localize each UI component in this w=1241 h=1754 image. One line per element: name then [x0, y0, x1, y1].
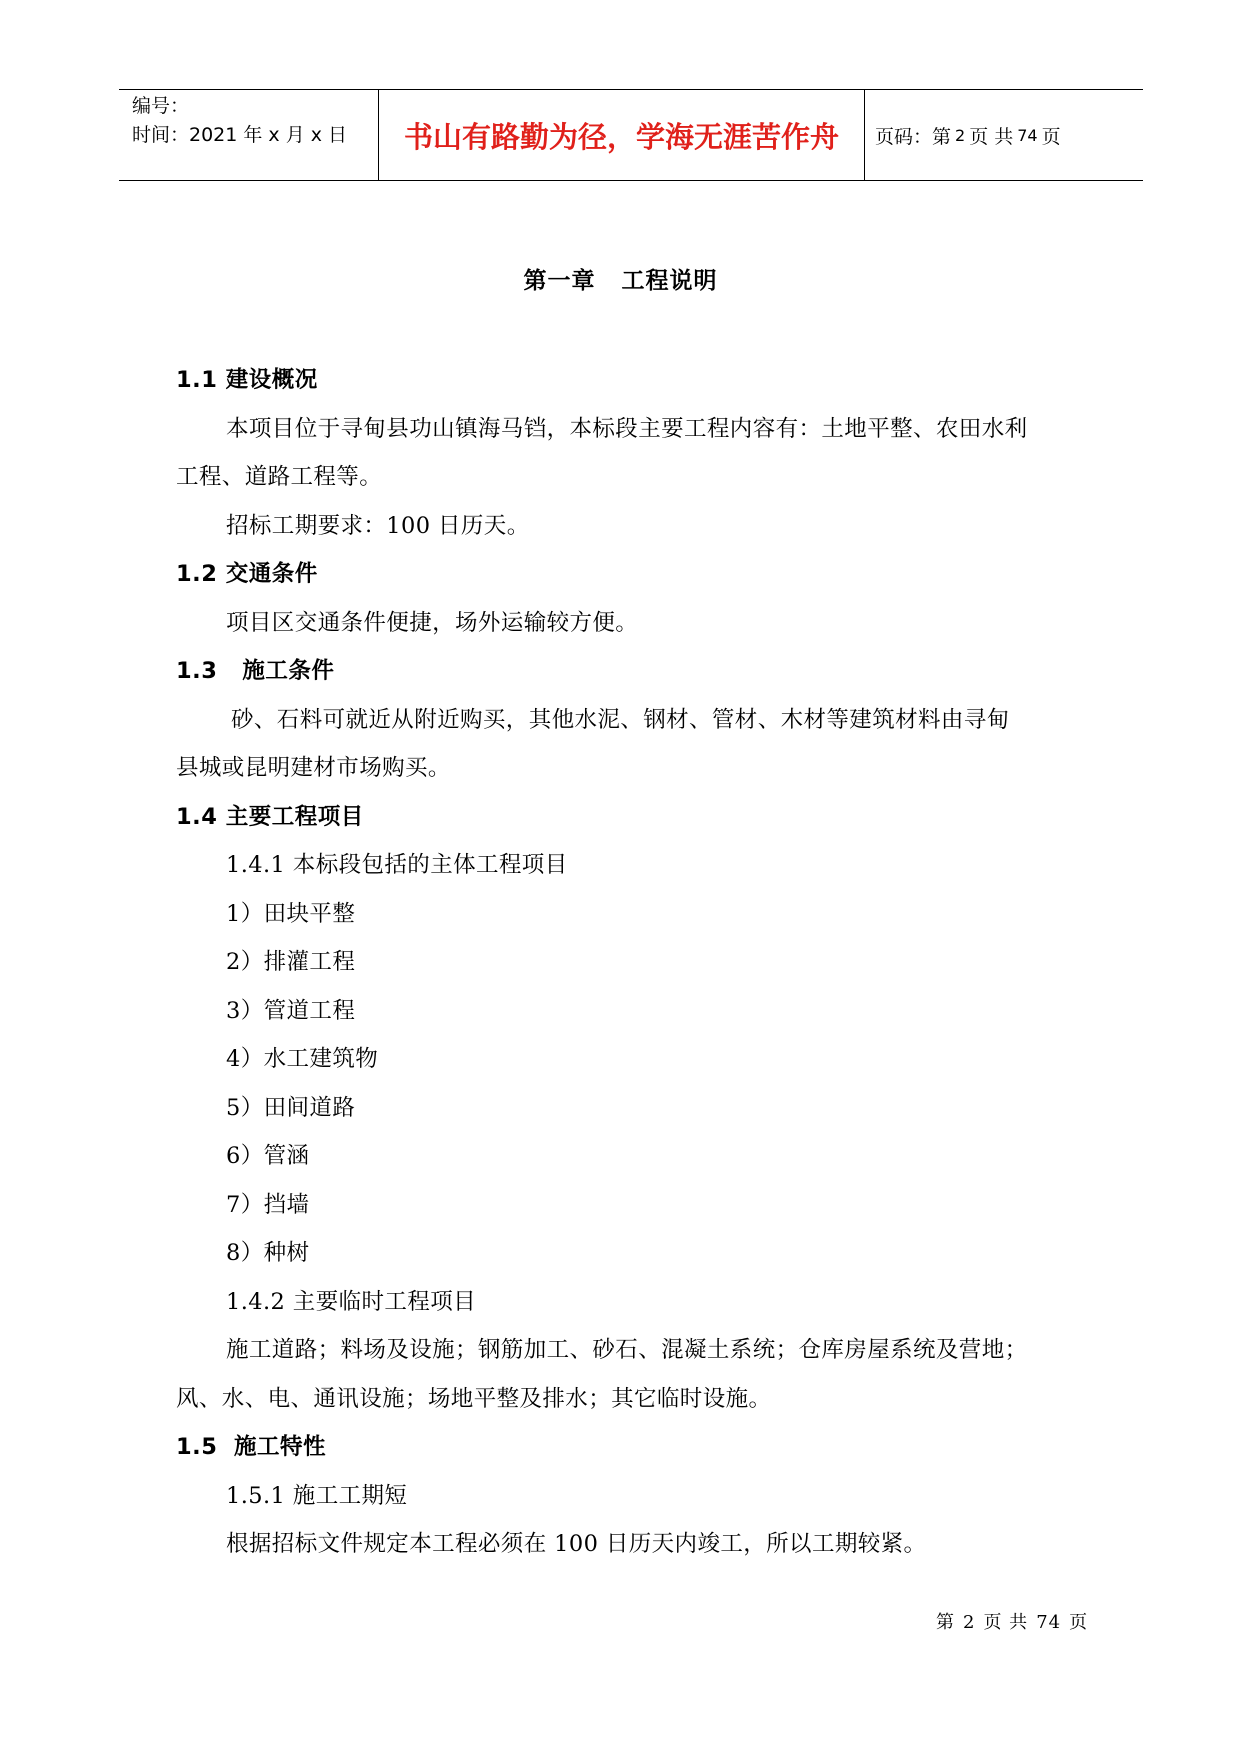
time-label: 时间：2021 年 x 月 x 日 — [132, 124, 348, 146]
page-header — [119, 89, 1143, 181]
list-item: 4）水工建筑物 — [226, 1046, 379, 1072]
page-total: 74 — [1017, 125, 1038, 145]
page-mid: 页 共 — [969, 125, 1014, 148]
header-page-number — [865, 90, 1143, 180]
footer-suffix: 页 — [1069, 1612, 1089, 1633]
page-suffix: 页 — [1041, 125, 1061, 148]
list-item: 1）田块平整 — [226, 900, 356, 927]
footer-mid: 页 共 — [983, 1612, 1029, 1633]
list-item: 8）种树 — [226, 1240, 310, 1266]
list-item: 2）排灌工程 — [226, 949, 356, 975]
subsection-heading: 1.4.1 本标段包括的主体工程项目 — [226, 852, 568, 878]
paragraph-line: 风、水、电、通讯设施；场地平整及排水；其它临时设施。 — [176, 1385, 772, 1412]
header-motto: 书山有路勤为径，学海无涯苦作舟 — [379, 90, 865, 180]
number-label: 编号： — [132, 95, 190, 117]
list-item: 3）管道工程 — [226, 997, 356, 1024]
subsection-heading: 1.4.2 主要临时工程项目 — [226, 1288, 477, 1315]
subsection-heading: 1.5.1 施工工期短 — [226, 1482, 408, 1509]
page-current: 2 — [955, 125, 966, 145]
chapter-title — [0, 262, 1241, 295]
header-meta — [119, 90, 379, 180]
paragraph-line: 砂、石料可就近从附近购买，其他水泥、钢材、管材、木材等建筑材料由寻甸 — [231, 706, 1010, 733]
section-heading: 1.4 主要工程项目 — [176, 803, 364, 830]
chapter-name: 工程说明 — [621, 268, 718, 294]
page-prefix: 页码：第 — [875, 125, 952, 148]
list-item: 7）挡墙 — [226, 1191, 310, 1218]
document-body — [176, 356, 1096, 1569]
section-heading: 1.1 建设概况 — [176, 367, 318, 393]
chapter-number: 第一章 — [523, 268, 596, 294]
paragraph-line: 施工道路；料场及设施；钢筋加工、砂石、混凝土系统；仓库房屋系统及营地； — [226, 1337, 1028, 1363]
list-item: 6）管涵 — [226, 1143, 310, 1169]
paragraph-line: 本项目位于寻甸县功山镇海马铛，本标段主要工程内容有：土地平整、农田水利 — [226, 415, 1028, 442]
paragraph-line: 工程、道路工程等。 — [176, 464, 383, 490]
section-heading: 1.5 施工特性 — [176, 1434, 327, 1460]
paragraph-line: 招标工期要求：100 日历天。 — [226, 512, 530, 539]
footer-prefix: 第 — [936, 1612, 955, 1633]
footer-current: 2 — [963, 1612, 976, 1633]
list-item: 5）田间道路 — [226, 1094, 356, 1121]
paragraph-line: 根据招标文件规定本工程必须在 100 日历天内竣工，所以工期较紧。 — [226, 1531, 927, 1557]
section-heading: 1.2 交通条件 — [176, 561, 318, 587]
page-footer — [936, 1608, 1096, 1634]
footer-total: 74 — [1036, 1612, 1062, 1633]
section-heading: 1.3 施工条件 — [176, 658, 335, 684]
paragraph-line: 县城或昆明建材市场购买。 — [176, 755, 451, 781]
paragraph-line: 项目区交通条件便捷，场外运输较方便。 — [226, 609, 639, 636]
